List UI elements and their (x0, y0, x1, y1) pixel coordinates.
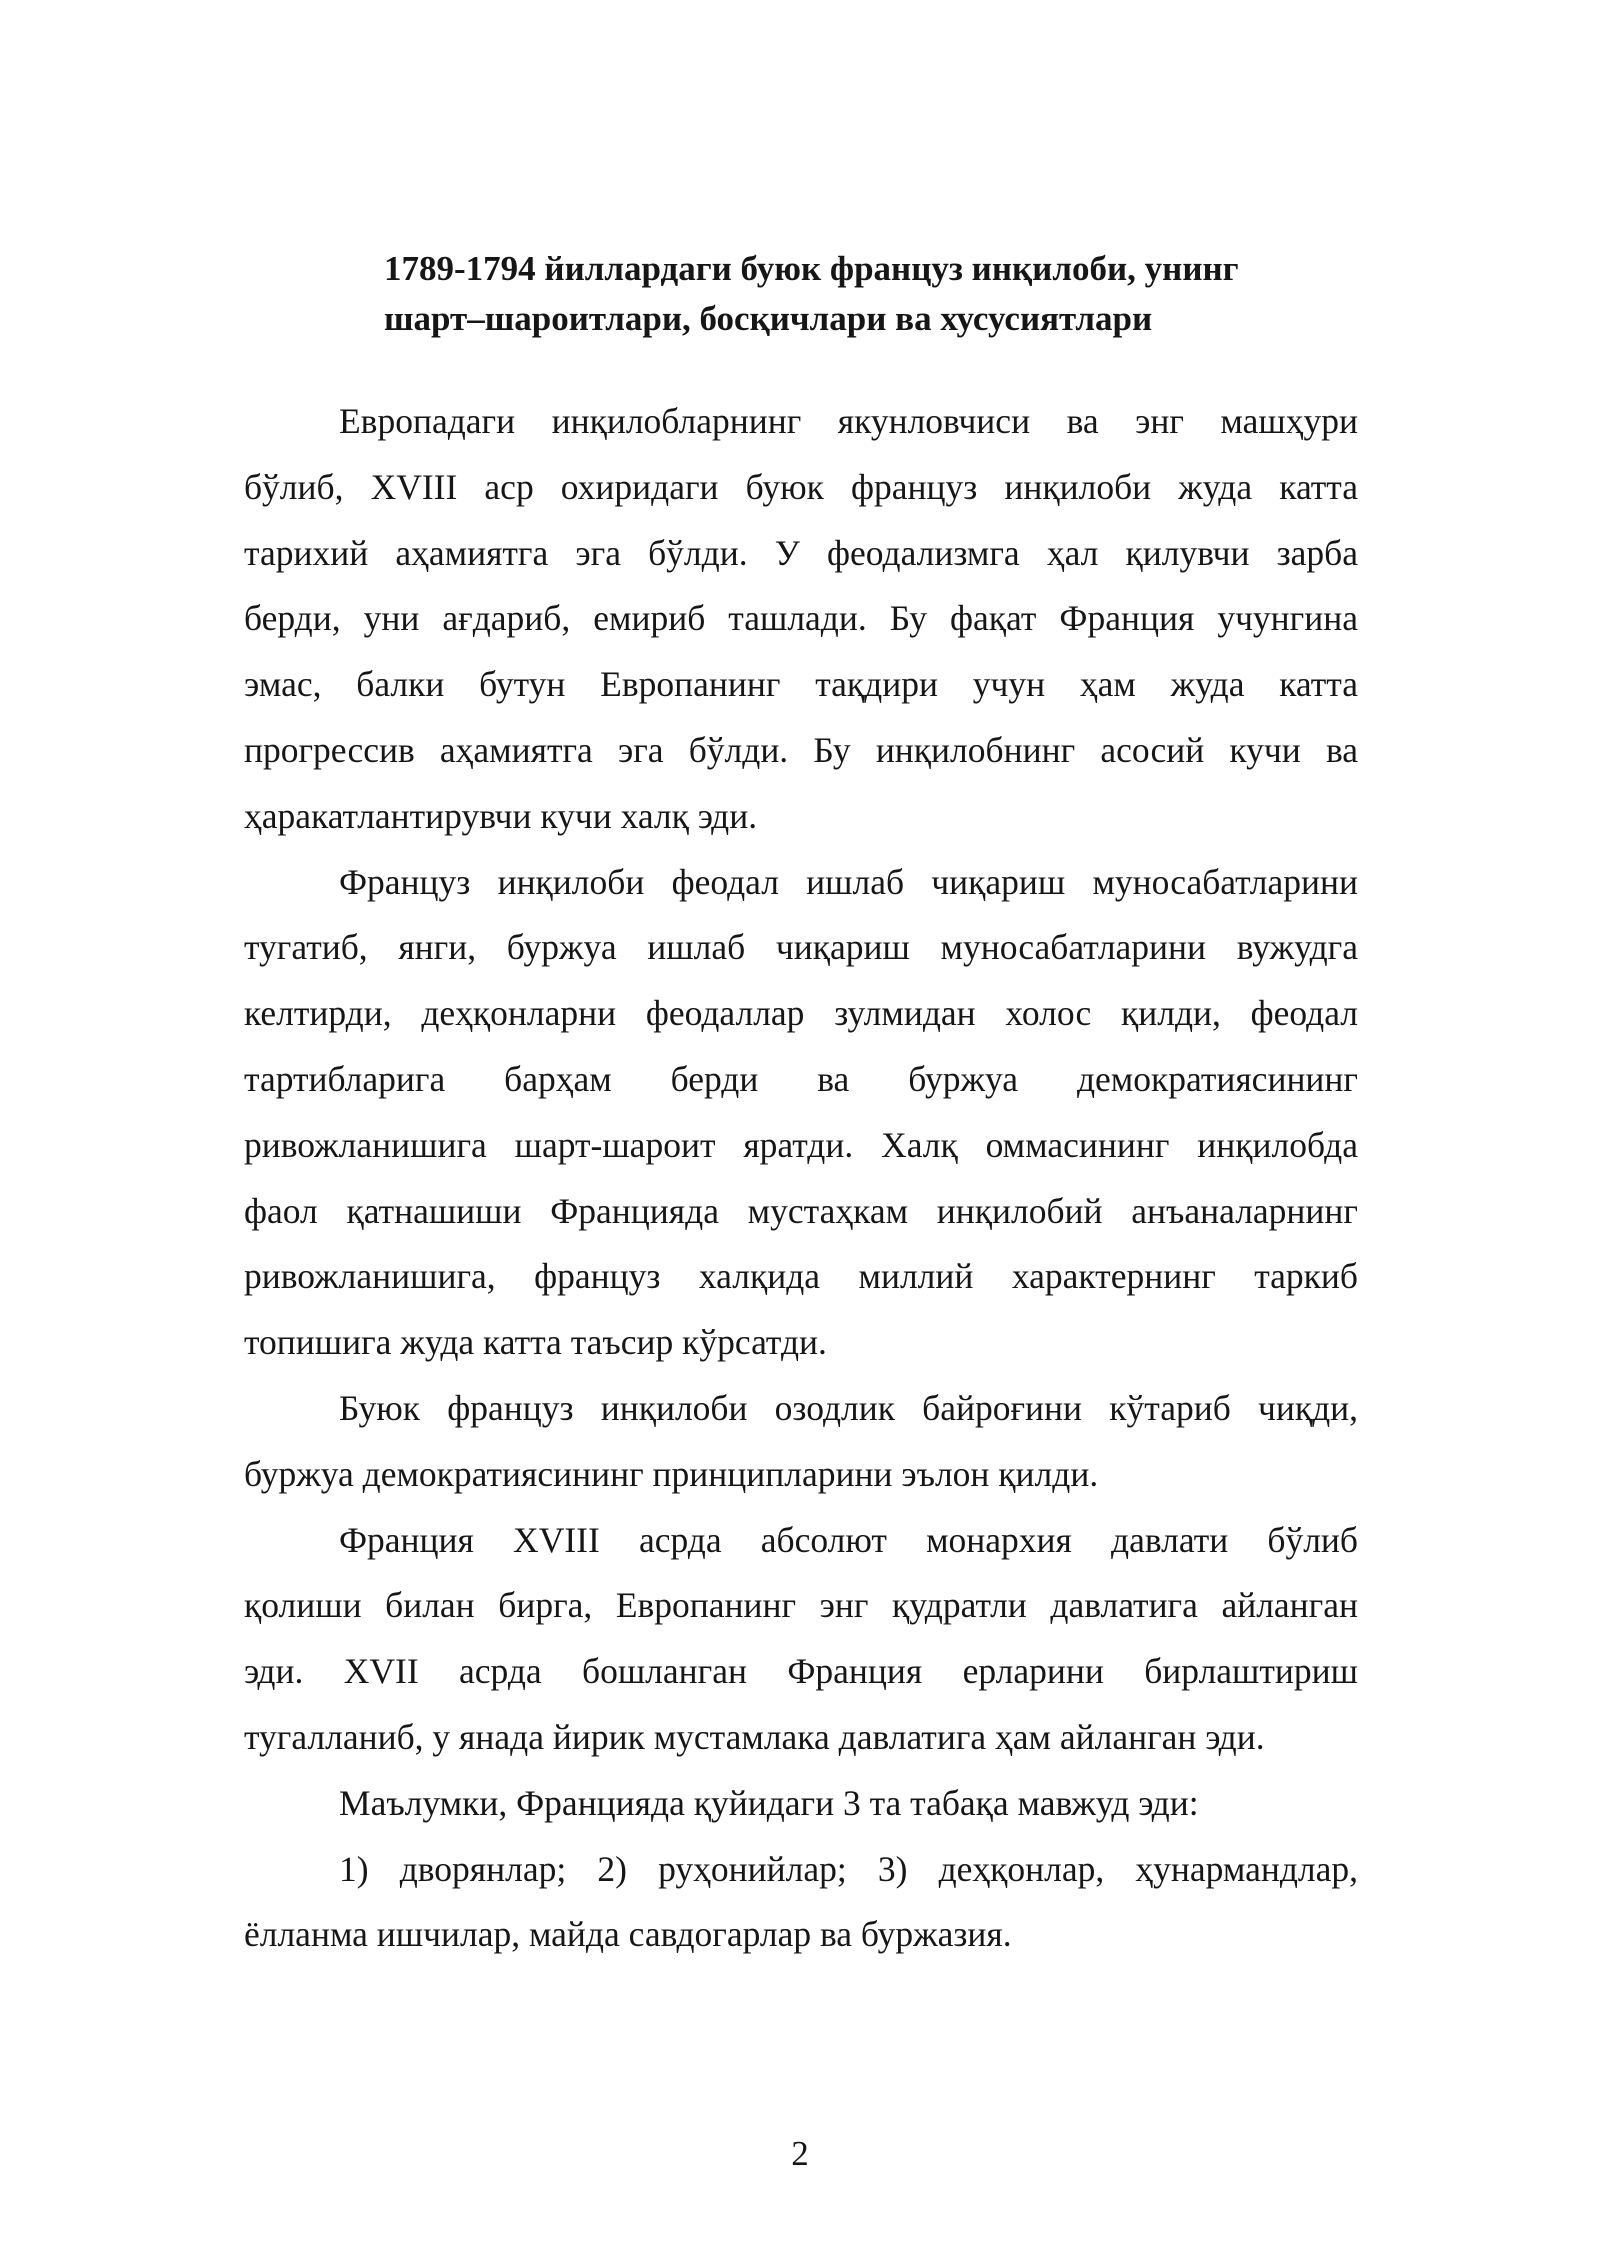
document-title (384, 244, 1384, 344)
text-line: Буюк француз инқилоби озодлик байроғини кўтариб чиқди, (339, 1387, 1358, 1428)
paragraph-3 (244, 1376, 1358, 1508)
text-line: буржуа демократиясининг принципларини эълон қилди. (244, 1453, 1099, 1494)
text-line: эди. XVII асрда бошланган Франция ерларини бирлаштириш (244, 1651, 1358, 1692)
text-line: Маълумки, Францияда қуйидаги 3 та табақа мавжуд эди: (339, 1782, 1199, 1823)
text-line: тугатиб, янги, буржуа ишлаб чиқариш муносабатларини вужудга (244, 927, 1358, 968)
text-line: қолиши билан бирга, Европанинг энг қудратли давлатига айланган (244, 1585, 1358, 1626)
title-line: шарт–шароитлари, босқичлари ва хусусиятлари (384, 299, 1153, 338)
text-line: тарихий аҳамиятга эга бўлди. У феодализмга ҳал қилувчи зарба (244, 532, 1358, 573)
paragraph-2 (244, 850, 1358, 1376)
text-line: ёлланма ишчилар, майда савдогарлар ва буржазия. (244, 1914, 1012, 1955)
text-line: берди, уни ағдариб, емириб ташлади. Бу фақат Франция учунгина (244, 598, 1358, 639)
text-line: фаол қатнашиши Францияда мустаҳкам инқилобий анъаналарнинг (244, 1190, 1358, 1231)
paragraph-6 (244, 1837, 1358, 1969)
paragraph-1 (244, 389, 1358, 850)
text-line: Франция XVIII асрда абсолют монархия давлати бўлиб (339, 1519, 1358, 1560)
text-line: ривожланишига, француз халқида миллий характернинг таркиб (244, 1256, 1358, 1297)
text-line: топишига жуда катта таъсир кўрсатди. (244, 1322, 827, 1363)
text-line: тартибларига барҳам берди ва буржуа демократиясининг (244, 1058, 1358, 1099)
text-line: ривожланишига шарт-шароит яратди. Халқ оммасининг инқилобда (244, 1124, 1358, 1165)
text-line: ҳаракатлантирувчи кучи халқ эди. (244, 795, 758, 836)
text-line: Европадаги инқилобларнинг якунловчиси ва энг машҳури (339, 401, 1358, 441)
text-line: Француз инқилоби феодал ишлаб чиқариш муносабатларини (339, 861, 1358, 902)
title-line: 1789-1794 йиллардаги буюк француз инқилоби, унинг (384, 249, 1239, 288)
page-number: 2 (791, 2134, 809, 2173)
text-line: бўлиб, XVIII аср охиридаги буюк француз инқилоби жуда катта (244, 466, 1358, 507)
text-line: келтирди, деҳқонларни феодаллар зулмидан холос қилди, феодал (244, 993, 1358, 1034)
paragraph-5 (244, 1771, 1358, 1837)
text-line: прогрессив аҳамиятга эга бўлди. Бу инқилобнинг асосий кучи ва (244, 729, 1358, 770)
text-line: 1) дворянлар; 2) руҳонийлар; 3) деҳқонлар, ҳунармандлар, (339, 1848, 1358, 1889)
text-line: эмас, балки бутун Европанинг тақдири учун ҳам жуда катта (244, 664, 1358, 705)
paragraph-4 (244, 1508, 1358, 1771)
document-body (244, 389, 1358, 1968)
text-line: тугалланиб, у янада йирик мустамлака давлатига ҳам айланган эди. (244, 1716, 1265, 1757)
